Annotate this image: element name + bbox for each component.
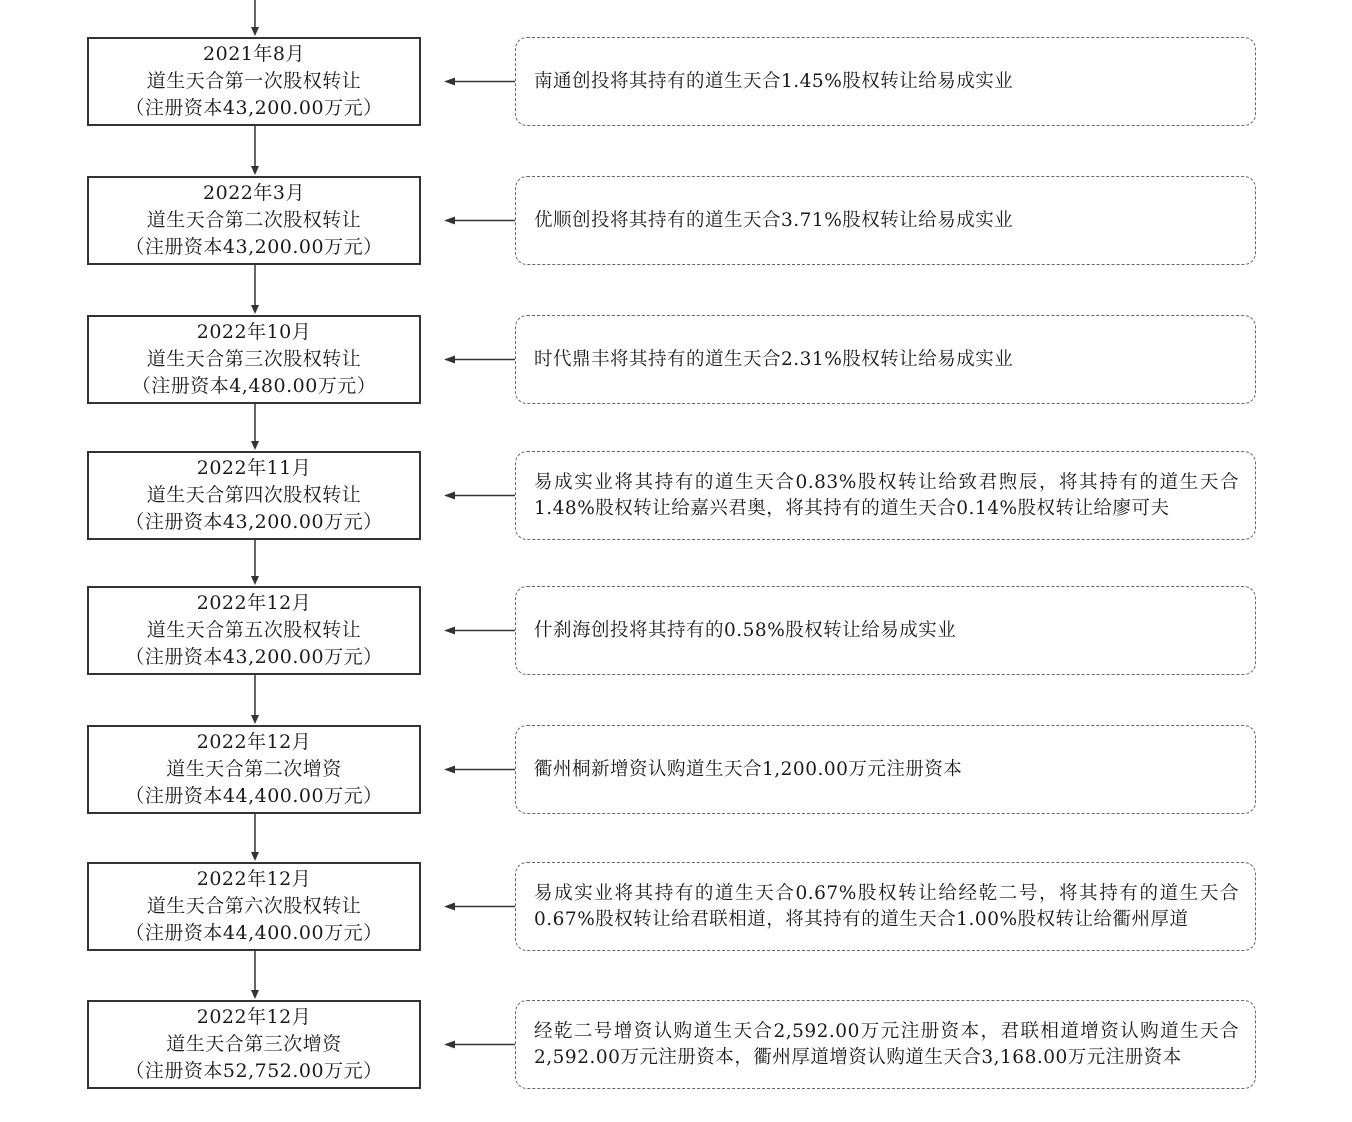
detail-text: 经乾二号增资认购道生天合2,592.00万元注册资本，君联相道增资认购道生天合2,592.00万元注册资本，衢州厚道增资认购道生天合3,168.00万元注册资本 xyxy=(534,1020,1239,1068)
event-title: 道生天合第五次股权转让 xyxy=(146,619,362,641)
event-box-2 xyxy=(87,176,421,265)
down-arrow-head xyxy=(251,576,259,585)
detail-box-8 xyxy=(515,1000,1256,1089)
detail-text: 什刹海创投将其持有的0.58%股权转让给易成实业 xyxy=(534,619,957,641)
event-date: 2022年10月 xyxy=(196,321,312,343)
left-arrow-head xyxy=(444,78,455,86)
detail-text: 时代鼎丰将其持有的道生天合2.31%股权转让给易成实业 xyxy=(534,348,1014,370)
event-capital: （注册资本43,200.00万元） xyxy=(125,511,383,533)
down-arrow-head xyxy=(251,715,259,724)
event-capital: （注册资本44,400.00万元） xyxy=(125,785,383,807)
event-date: 2021年8月 xyxy=(203,43,305,65)
event-box-4 xyxy=(87,451,421,540)
left-arrow-head xyxy=(444,492,455,500)
event-box-7 xyxy=(87,862,421,951)
down-arrow-head xyxy=(251,27,259,36)
down-arrow-head xyxy=(251,852,259,861)
event-box-5 xyxy=(87,586,421,675)
left-arrow-head xyxy=(444,356,455,364)
detail-box-4 xyxy=(515,451,1256,540)
left-arrow-head xyxy=(444,1041,455,1049)
detail-text: 优顺创投将其持有的道生天合3.71%股权转让给易成实业 xyxy=(534,209,1014,231)
left-arrow-head xyxy=(444,627,455,635)
event-capital: （注册资本43,200.00万元） xyxy=(125,236,383,258)
event-capital: （注册资本52,752.00万元） xyxy=(125,1060,383,1082)
detail-box-5 xyxy=(515,586,1256,675)
event-date: 2022年12月 xyxy=(196,1006,312,1028)
event-box-3 xyxy=(87,315,421,404)
detail-box-3 xyxy=(515,315,1256,404)
event-box-8 xyxy=(87,1000,421,1089)
down-arrow-head xyxy=(251,305,259,314)
event-capital: （注册资本43,200.00万元） xyxy=(125,97,383,119)
event-title: 道生天合第三次增资 xyxy=(166,1033,342,1055)
detail-box-7 xyxy=(515,862,1256,951)
event-date: 2022年12月 xyxy=(196,731,312,753)
event-box-1 xyxy=(87,37,421,126)
event-title: 道生天合第六次股权转让 xyxy=(146,895,362,917)
down-arrow-head xyxy=(251,441,259,450)
detail-box-2 xyxy=(515,176,1256,265)
event-date: 2022年12月 xyxy=(196,868,312,890)
left-arrow-head xyxy=(444,903,455,911)
event-date: 2022年11月 xyxy=(196,457,312,479)
event-date: 2022年3月 xyxy=(203,182,305,204)
detail-text: 易成实业将其持有的道生天合0.83%股权转让给致君煦辰，将其持有的道生天合1.48%股权转让给嘉兴君奥，将其持有的道生天合0.14%股权转让给廖可夫 xyxy=(534,471,1239,519)
event-title: 道生天合第二次增资 xyxy=(166,758,342,780)
detail-box-1 xyxy=(515,37,1256,126)
down-arrow-head xyxy=(251,990,259,999)
event-box-6 xyxy=(87,725,421,814)
left-arrow-head xyxy=(444,217,455,225)
event-capital: （注册资本4,480.00万元） xyxy=(131,375,377,397)
event-date: 2022年12月 xyxy=(196,592,312,614)
event-capital: （注册资本43,200.00万元） xyxy=(125,646,383,668)
event-capital: （注册资本44,400.00万元） xyxy=(125,922,383,944)
detail-text: 南通创投将其持有的道生天合1.45%股权转让给易成实业 xyxy=(534,70,1014,92)
event-title: 道生天合第一次股权转让 xyxy=(146,70,362,92)
detail-box-6 xyxy=(515,725,1256,814)
left-arrow-head xyxy=(444,766,455,774)
detail-text: 衢州桐新增资认购道生天合1,200.00万元注册资本 xyxy=(534,758,963,780)
event-title: 道生天合第三次股权转让 xyxy=(146,348,362,370)
event-title: 道生天合第二次股权转让 xyxy=(146,209,362,231)
down-arrow-head xyxy=(251,166,259,175)
detail-text: 易成实业将其持有的道生天合0.67%股权转让给经乾二号，将其持有的道生天合0.67%股权转让给君联相道，将其持有的道生天合1.00%股权转让给衢州厚道 xyxy=(534,882,1239,930)
event-title: 道生天合第四次股权转让 xyxy=(146,484,362,506)
